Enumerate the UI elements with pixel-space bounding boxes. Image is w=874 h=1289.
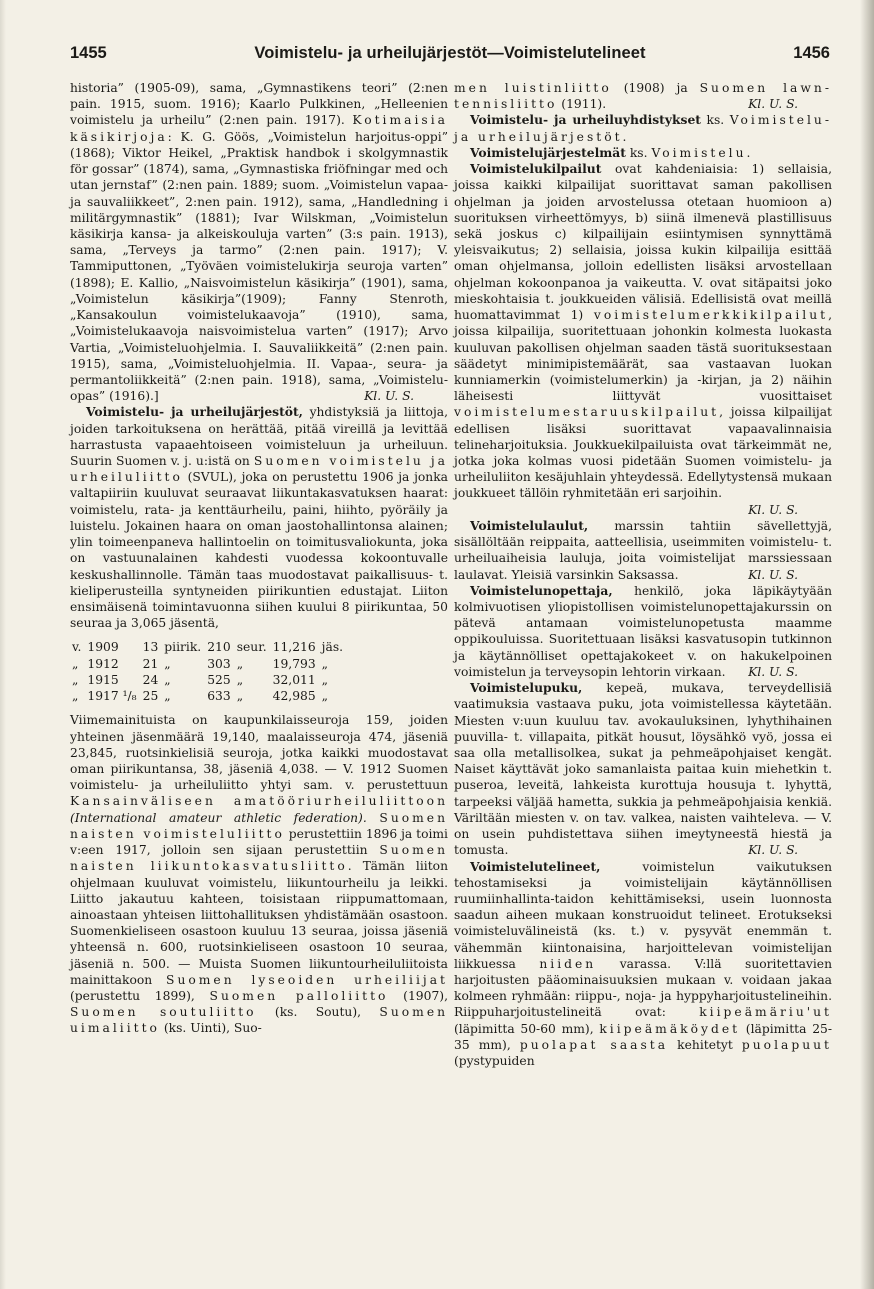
entry-continuation: Viimemainituista on kaupunkilaisseuroja 159, joiden yhteinen jäsenmäärä 19,140, maalaisseuroja 474, jäseniä 23,845, ruotsinkielisiä seuroja, jotka kaikki muodostavat oman piirikuntansa, 38, jäseniä 4,038. — V. 1912 Suomen voimistelu- ja urheiluliitto yhtyi sam. v. perustettuun Kansainväliseen amatööriurheiluliittoon (International amateur athletic federation). Suomen naisten voimisteluliitto perustettiin 1896 ja toimi v:een 1917, jolloin sen sijaan perustettiin Suomen naisten liikuntokasvatusliitto. Tämän liiton ohjelmaan kuuluvat voimistelu, liikuntourheilu ja leikki. Liitto jakautuu kahteen, toisistaan riippumattomaan, ainoastaan yhteisen liittohallituksen yhdistämään osastoon. Suomenkieliseen osastoon kuuluu 13 seuraa, joissa jäseniä yhteensä n. 600, ruotsinkieliseen osastoon 10 seuraa, jäseniä n. 500. — Muista Suomen liikuntourheiluliitoista mainittakoon Suomen lyseoiden urheiliijat (perustettu 1899), Suomen palloliitto (1907), Suomen soutuliitto (ks. Soutu), Suomen uimaliitto (ks. Uinti), Suo-	[70, 713, 449, 1036]
running-title: Voimistelu- ja urheilujärjestöt—Voimistelutelineet	[254, 44, 646, 62]
entry-headword: Voimistelukilpailut	[470, 161, 602, 177]
table-row: „ 1912 21 „ 303 „ 19,793 „	[72, 656, 329, 671]
running-header	[70, 44, 830, 68]
table-row: v. 1909 13 piirik. 210 seur. 11,216 jäs.	[72, 640, 344, 655]
entry-headword: Voimistelulaulut,	[470, 517, 589, 533]
entry-headword: Voimistelu- ja urheilujärjestöt,	[86, 404, 303, 420]
entry-voimistelujarjestelmat: Voimistelujärjestelmät ks. Voimistelu.	[470, 144, 751, 160]
entry-headword: Voimistelujärjestelmät	[470, 144, 626, 160]
page-number-left: 1455	[70, 44, 107, 62]
entry-continuation-right: men luistinliitto (1908) ja Suomen lawn-tennisliitto (1911). Kl. U. S.	[454, 81, 832, 112]
entry-voimistelupuku: Voimistelupuku, kepeä, mukava, terveydellisiä vaatimuksia vastaava puku, jota voimistellessa käytetään. Miesten v:uun kuuluu tav. avokauluksinen, lyhythihainen puuvilla- t. villapaita, pitkät housut, löysähkö vyö, jossa ei saa olla metallisolkea, sukat ja pehmeäpohjaiset kengät. Naiset käyttävät joko samanlaista paitaa kuin miehetkin t. puseroa, leveitä, lahkeista kurottuja housuja t. lyhyttä, tarpeeksi väljää hametta, sukkia ja pehmeäpohjaisia kenkiä. Väriltään miesten v. on tav. valkea, naisten vaihteleva. — V. on usein puhdistettava siihen imeytyneestä hiestä ja tomusta. Kl. U. S.	[454, 680, 832, 858]
author-signature: Kl. U. S.	[748, 843, 798, 858]
entry-headword: Voimistelunopettaja,	[470, 582, 613, 598]
left-column	[70, 80, 448, 1037]
entry-voimistelunopettaja: Voimistelunopettaja, henkilö, joka läpikäytyään kolmivuotisen yliopistollisen voimistelunopettajakurssin on pätevä antamaan voimistelunopetusta maamme oppikouluissa. Suoritettuaan lisäksi kasvatusopin tutkinnon ja käytännölliset opettajakokeet v. on hakukelpoinen voimistelun ja terveysopin lehtorin virkaan. Kl. U. S.	[454, 582, 832, 679]
entry-headword: Voimistelutelineet,	[470, 858, 601, 874]
page-edge-left	[0, 0, 6, 1289]
table-row: „ 1917 ¹/₈ 25 „ 633 „ 42,985 „	[72, 689, 329, 704]
table-row: „ 1915 24 „ 525 „ 32,011 „	[72, 672, 329, 687]
entry-voimistelulaulut: Voimistelulaulut, marssin tahtiin sävellettyjä, sisällöltään reippaita, aatteellisia, useimmiten voimistelu- t. urheiluaiheisia lauluja, joita voimistelijat marssiessaan laulavat. Yleisiä varsinkin Saksassa. Kl. U. S.	[454, 517, 832, 582]
author-signature: Kl. U. S.	[748, 97, 798, 112]
page-number-right: 1456	[793, 44, 830, 62]
author-signature: Kl. U. S.	[748, 502, 798, 517]
author-signature: Kl. U. S.	[364, 389, 414, 404]
author-signature: Kl. U. S.	[748, 567, 798, 582]
entry-voimistelukilpailut: Voimistelukilpailut ovat kahdeniaisia: 1) sellaisia, joissa kaikki kilpailijat suorittavat saman pakollisen ohjelman ja joiden arvostelussa otetaan huomioon a) suorituksen virheettömyys, b) siinä ilmenevä plastillisuus sekä joskus c) kilpailijain esiintymisen synnyttämä yleisvaikutus; 2) sellaisia, joissa kukin kilpailija esittää oman ohjelmansa, jolloin edellisten lisäksi arvostellaan ohjelman kokoonpanoa ja vaikeutta. V. ovat sitäpaitsi joko mieskohtaisia t. joukkueiden välisiä. Edellisistä ovat meillä huomattavimmat 1) voimistelumerkkikilpailut, joissa kilpailija, suoritettuaan johonkin kolmesta luokasta kuuluvan pakollisen ohjelman saaden tästä suorituksestaan säädetyt minimipistemäärät, saa vastaavan luokan kunniamerkin (voimistelumerkin) ja -kirjan, ja 2) näihin läheisesti liittyvät vuosittaiset voimistelumestaruuskilpailut, joissa kilpailijat edellisen lisäksi suorittavat vapaavalinnaisia telineharjoituksia. Joukkuekilpailuista ovat tärkeimmät ne, jotka joka kolmas vuosi pidetään Suomen voimistelu- ja urheiluliiton kesäjuhlain yhteydessä. Edellytystensä mukaan joukkueet tällöin ryhmitetään eri sarjoihin. Kl. U. S.	[454, 161, 832, 517]
page-edge-right	[860, 0, 874, 1289]
author-signature: Kl. U. S.	[748, 664, 798, 679]
entry-voimistelu-ja-urheilujarjestot: Voimistelu- ja urheilujärjestöt, yhdistyksiä ja liittoja, joiden tarkoituksena on herättää, pitää vireillä ja levittää harrastusta vapaaehtoiseen voimisteluun ja urheiluun. Suurin Suomen v. j. u:istä on Suomen voimistelu ja urheiluliitto (SVUL), joka on perustettu 1906 ja jonka valtapiiriin kuuluvat seuraavat liikuntakasvatuksen haarat: voimistelu, rata- ja kenttäurheilu, paini, hiihto, pyöräily ja luistelu. Jokainen haara on oman jaostohallintonsa alainen; ylin toimeenpaneva hallintoelin on toimitusvaliokunta, joka on vastuunalainen kahdesti vuodessa kokoontuvalle keskushallinnolle. Tämän taas muodostavat paikallisuus- t. kieliperusteilla syntyneiden piirikuntien edustajat. Liiton ensimäisenä toimintavuonna siihen kuului 8 piirikuntaa, 50 seuraa ja 3,065 jäsentä,	[70, 404, 449, 631]
membership-stats-table	[72, 639, 349, 704]
entry-voimistelutelineet: Voimistelutelineet, voimistelun vaikutuksen tehostamiseksi ja voimistelijain käytännöllisen ruumiinhallinta-taidon kehittämiseksi, usein luonnosta saadun aiheen mukaan konstruoidut telineet. Erotukseksi voimisteluvälineistä (ks. t.) v. pysyvät enemmän t. vähemmän kiintonaisina, harjoittelevan voimistelijan liikkuessa niiden varassa. V:llä suoritettavien harjoitusten pääominaisuuksien mukaan v. voidaan jakaa kolmeen ryhmään: riippu-, noja- ja hyppyharjoitustelineihin. Riippuharjoitustelineitä ovat: kiipeämäriu'ut (läpimitta 50-60 mm), kiipeämäköydet (läpimitta 25-35 mm), puolapat saasta kehitetyt puolapuut (pystypuiden	[454, 858, 833, 1069]
entry-headword: Voimistelupuku,	[470, 680, 583, 696]
entry-headword: Voimistelu- ja urheiluyhdistykset	[470, 112, 701, 128]
right-column	[454, 80, 832, 1069]
bibliography-paragraph: historia” (1905-09), sama, „Gymnastikens teori” (2:nen pain. 1915, suom. 1916); Kaarlo Pulkkinen, „Helleenien voimistelu ja urheilu” (2:nen pain. 1917). Kotimaisia käsikirjoja: K. G. Göös, „Voimistelun harjoitus-oppi” (1868); Viktor Heikel, „Praktisk handbok i skolgymnastik för gossar” (1874), sama, „Gymnastiska friöfningar med och utan jernstaf” (2:nen pain. 1889; suom. „Voimistelun vapaa-ja sauvaliikkeet”, 2:nen pain. 1912), sama, „Handledning i militärgymnastik” (1881); Ivar Wilskman, „Voimistelun käsikirja kansa- ja alkeiskouluja varten” (3:s pain. 1913), sama, „Terveys ja tarmo” (2:nen pain. 1917); V. Tammiputtonen, „Työväen voimistelukirja seuroja varten” (1898); E. Kallio, „Naisvoimistelun käsikirja” (1901), sama, „Voimistelun käsikirja”(1909); Fanny Stenroth, „Kansakoulun voimistelukaavoja” (1910), sama, „Voimistelukaavoja naisvoimistelua varten” (1917); Arvo Vartia, „Voimisteluohjelmia. I. Sauvaliikkeitä” (2:nen pain. 1915), sama, „Voimisteluohjelmia. II. Vapaa-, seura- ja permantoliikkeitä” (2:nen pain. 1918), sama, „Voimistelu-opas” (1916).] Kl. U. S.	[70, 81, 448, 404]
entry-voimistelu-ja-urheiluyhdistykset: Voimistelu- ja urheiluyhdistykset ks. Voimistelu- ja urheilujärjestöt.	[454, 112, 832, 144]
